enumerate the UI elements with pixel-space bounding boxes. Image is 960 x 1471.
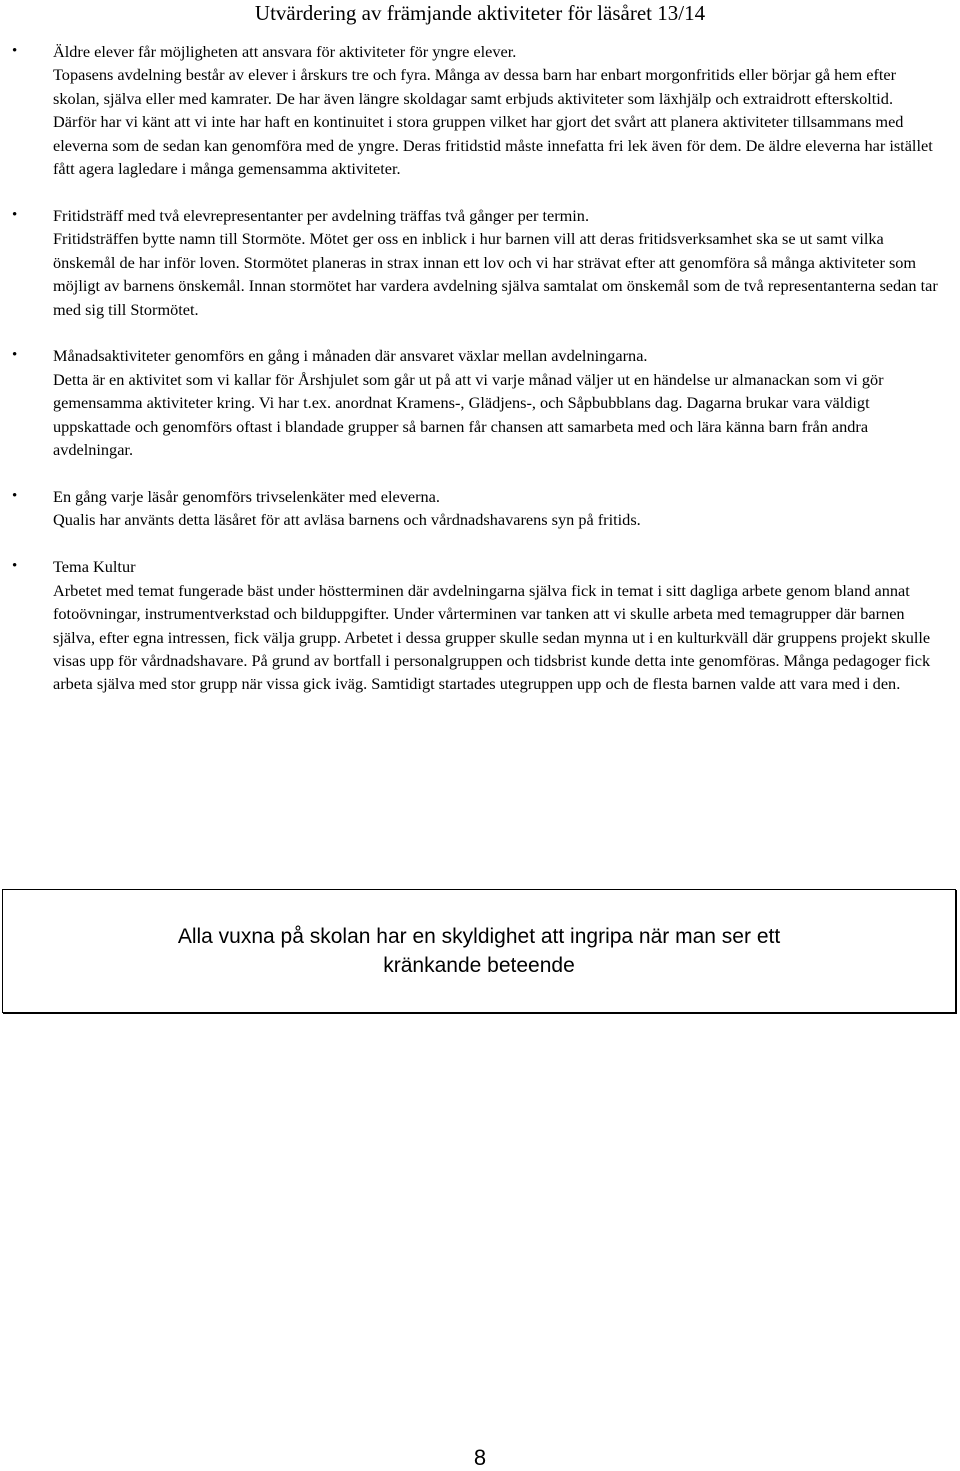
page-number: 8	[473, 1445, 487, 1470]
list-item	[0, 555, 960, 695]
list-item	[0, 40, 960, 180]
item-body: Topasens avdelning består av elever i årskurs tre och fyra. Många av dessa barn har enbart morgonfritids eller börjar gå hem efter skolan, själva eller med kamrater. De har även längre skoldagar samt erbjuds aktiviteter som läxhjälp och extraidrott efterskoltid. Därför har vi känt att vi inte har haft en kontinuitet i stora gruppen vilket har gjort det svårt att planera aktiviteter tillsammans med eleverna som de sedan kan genomföra med de yngre. Deras fritidstid måste innefatta fri lek även för dem. De äldre eleverna har istället fått agera lagledare i många gemensamma aktiviteter.	[53, 65, 933, 179]
item-body: Arbetet med temat fungerade bäst under höstterminen där avdelningarna själva fick in temat i sitt dagliga arbete genom bland annat fotoövningar, instrumentverkstad och bilduppgifter. Under vårterminen var tanken att vi skulle arbeta med temagrupper där barnen själva, efter egna intressen, fick välja grupp. Arbetet i dessa grupper skulle sedan mynna ut i en kulturkväll där gruppens projekt skulle visas upp för vårdnadshavare. På grund av bortfall i personalgruppen och tidsbrist kunde detta inte genomföras. Många pedagoger fick arbeta själva med stor grupp när vissa gick iväg. Samtidigt startades utegruppen upp och de flesta barnen valde att vara med i den.	[53, 580, 931, 694]
item-heading: Tema Kultur	[53, 557, 136, 577]
page-header	[0, 0, 960, 26]
item-body: Qualis har använts detta läsåret för att avläsa barnens och vårdnadshavarens syn på fritids.	[53, 510, 641, 530]
item-body: Fritidsträffen bytte namn till Stormöte. Mötet ger oss en inblick i hur barnen vill att deras fritidsverksamhet ska se ut samt vilka önskemål de har inför loven. Stormötet planeras in strax innan ett lov och vi har strävat efter att genomföra så många aktiviteter som möjligt av barnens önskemål. Innan stormötet har vardera avdelning själva samtalat om önskemål som de två representanterna sedan tar med sig till Stormötet.	[53, 229, 938, 319]
list-item	[0, 204, 960, 321]
item-body: Detta är en aktivitet som vi kallar för Årshjulet som går ut på att vi varje månad väljer ut en händelse ur almanackan som vi gör gemensamma aktiviteter kring. Vi har t.ex. anordnat Kramens-, Glädjens-, och Såpbubblans dag. Dagarna brukar vara väldigt uppskattade och genomförs oftast i blandade grupper så barnen får chansen att samarbeta med och lära känna barn från andra avdelningar.	[53, 369, 884, 460]
item-heading: En gång varje läsår genomförs trivselenkäter med eleverna.	[53, 487, 440, 506]
bullet-icon: •	[12, 488, 18, 504]
activity-list	[0, 40, 960, 719]
item-heading: Månadsaktiviteter genomförs en gång i månaden där ansvaret växlar mellan avdelningarna.	[53, 346, 648, 366]
notice-text: Alla vuxna på skolan har en skyldighet att ingripa när man ser ett kränkande beteende	[177, 925, 781, 977]
bullet-icon: •	[12, 347, 18, 364]
page-title: Utvärdering av främjande aktiviteter för läsåret 13/14	[254, 1, 706, 25]
item-heading: Äldre elever får möjligheten att ansvara för aktiviteter för yngre elever.	[53, 42, 517, 61]
bullet-icon: •	[12, 43, 18, 59]
list-item	[0, 344, 960, 461]
item-heading: Fritidsträff med två elevrepresentanter per avdelning träffas två gånger per termin.	[53, 205, 590, 225]
bullet-icon: •	[12, 558, 18, 575]
bullet-icon: •	[12, 206, 18, 223]
notice-box	[2, 889, 956, 1013]
list-item	[0, 485, 960, 532]
